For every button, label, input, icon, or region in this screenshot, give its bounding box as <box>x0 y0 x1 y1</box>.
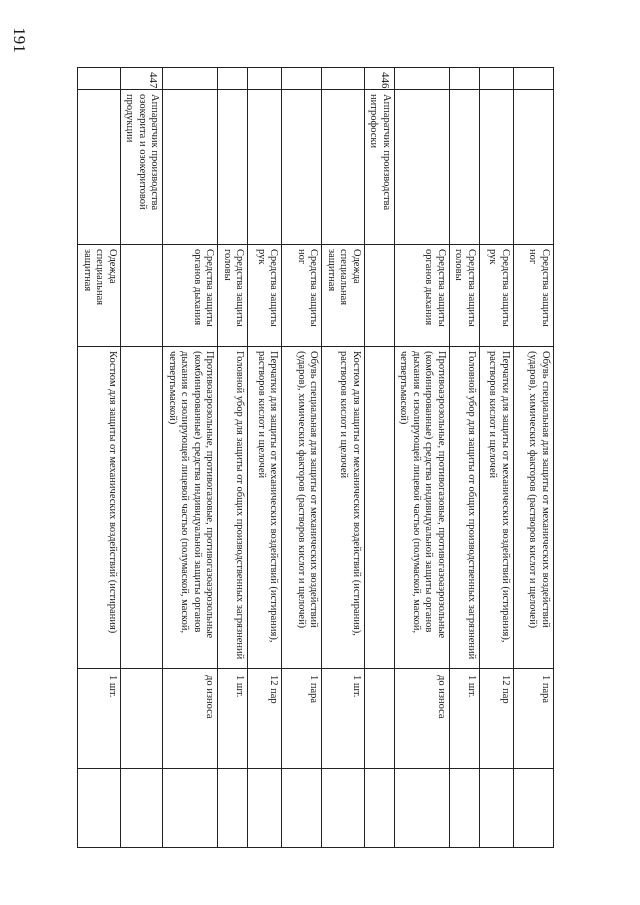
ppe-type-cell: Одежда специальная защитная <box>78 245 121 347</box>
table-row <box>514 68 554 848</box>
ppe-description-cell: Обувь специальная для защиты от механических воздействий (ударов), химических факторов (растворов кислот и щелочей) <box>514 347 554 669</box>
table-row <box>248 68 282 848</box>
row-number-cell <box>514 68 554 90</box>
table-row <box>78 68 121 848</box>
profession-cell <box>322 90 365 245</box>
table-row <box>121 68 164 848</box>
row-number-cell <box>322 68 365 90</box>
empty-cell <box>450 769 480 848</box>
ppe-type-cell: Средства защиты органов дыхания <box>163 245 218 347</box>
profession-cell <box>218 90 248 245</box>
table-row <box>480 68 514 848</box>
profession-cell <box>480 90 514 245</box>
ppe-description-cell: Перчатки для защиты от механических воздействий (истирания), растворов кислот и щелочей <box>480 347 514 669</box>
profession-cell <box>163 90 218 245</box>
profession-cell <box>248 90 282 245</box>
empty-cell <box>248 769 282 848</box>
quantity-cell: 1 шт. <box>450 669 480 769</box>
table-row <box>395 68 450 848</box>
table-row <box>322 68 365 848</box>
table-row <box>365 68 395 848</box>
empty-cell <box>480 769 514 848</box>
row-number-cell <box>395 68 450 90</box>
ppe-type-cell: Средства защиты головы <box>218 245 248 347</box>
row-number-cell <box>480 68 514 90</box>
profession-cell <box>78 90 121 245</box>
quantity-cell: 1 шт. <box>78 669 121 769</box>
row-number-cell: 446 <box>365 68 395 90</box>
ppe-description-cell: Перчатки для защиты от механических воздействий (истирания), растворов кислот и щелочей <box>248 347 282 669</box>
quantity-cell: 12 пар <box>248 669 282 769</box>
ppe-type-cell: Одежда специальная защитная <box>322 245 365 347</box>
ppe-type-cell: Средства защиты ног <box>514 245 554 347</box>
ppe-description-cell: Головной убор для защиты от общих производственных загрязнений <box>218 347 248 669</box>
document-table-region <box>82 67 554 848</box>
page-number: 191 <box>10 27 29 53</box>
profession-cell: Аппаратчик производства нитрофоски <box>365 90 395 245</box>
ppe-type-cell <box>121 245 164 347</box>
quantity-cell: 12 пар <box>480 669 514 769</box>
empty-cell <box>395 769 450 848</box>
empty-cell <box>163 769 218 848</box>
empty-cell <box>322 769 365 848</box>
row-number-cell <box>163 68 218 90</box>
ppe-type-cell: Средства защиты рук <box>248 245 282 347</box>
profession-cell: Аппаратчик производства озокерита и озокеритовой продукции <box>121 90 164 245</box>
empty-cell <box>282 769 322 848</box>
ppe-description-cell: Костюм для защиты от механических воздействий (истирания), растворов кислот и щелочей <box>322 347 365 669</box>
ppe-type-cell: Средства защиты органов дыхания <box>395 245 450 347</box>
empty-cell <box>218 769 248 848</box>
ppe-description-cell: Костюм для защиты от механических воздействий (истирания) <box>78 347 121 669</box>
ppe-description-cell: Противоаэрозольные, противогазовые, противогазоаэрозольные (комбинированные) средства индивидуальной защиты органов дыхания с изолирующей лицевой частью (полумаской, маской, четвертьмаской) <box>163 347 218 669</box>
ppe-description-cell <box>365 347 395 669</box>
profession-cell <box>282 90 322 245</box>
row-number-cell: 447 <box>121 68 164 90</box>
row-number-cell <box>248 68 282 90</box>
table-body <box>78 68 554 848</box>
ppe-norms-table <box>78 67 555 848</box>
empty-cell <box>121 769 164 848</box>
ppe-type-cell: Средства защиты головы <box>450 245 480 347</box>
table-row <box>450 68 480 848</box>
quantity-cell: 1 пара <box>282 669 322 769</box>
table-row <box>163 68 218 848</box>
ppe-description-cell: Обувь специальная для защиты от механических воздействий (ударов), химических факторов (растворов кислот и щелочей) <box>282 347 322 669</box>
quantity-cell <box>365 669 395 769</box>
quantity-cell: 1 шт. <box>322 669 365 769</box>
row-number-cell <box>78 68 121 90</box>
quantity-cell: 1 шт. <box>218 669 248 769</box>
quantity-cell: до износа <box>163 669 218 769</box>
quantity-cell <box>121 669 164 769</box>
profession-cell <box>450 90 480 245</box>
ppe-description-cell <box>121 347 164 669</box>
ppe-description-cell: Головной убор для защиты от общих производственных загрязнений <box>450 347 480 669</box>
quantity-cell: 1 пара <box>514 669 554 769</box>
empty-cell <box>78 769 121 848</box>
row-number-cell <box>450 68 480 90</box>
table-row <box>218 68 248 848</box>
rotated-table-container <box>82 67 554 848</box>
profession-cell <box>395 90 450 245</box>
ppe-type-cell: Средства защиты ног <box>282 245 322 347</box>
quantity-cell: до износа <box>395 669 450 769</box>
profession-cell <box>514 90 554 245</box>
row-number-cell <box>282 68 322 90</box>
empty-cell <box>514 769 554 848</box>
ppe-type-cell: Средства защиты рук <box>480 245 514 347</box>
empty-cell <box>365 769 395 848</box>
ppe-description-cell: Противоаэрозольные, противогазовые, противогазоаэрозольные (комбинированные) средства индивидуальной защиты органов дыхания с изолирующей лицевой частью (полумаской, маской, четвертьмаской) <box>395 347 450 669</box>
table-row <box>282 68 322 848</box>
ppe-type-cell <box>365 245 395 347</box>
row-number-cell <box>218 68 248 90</box>
